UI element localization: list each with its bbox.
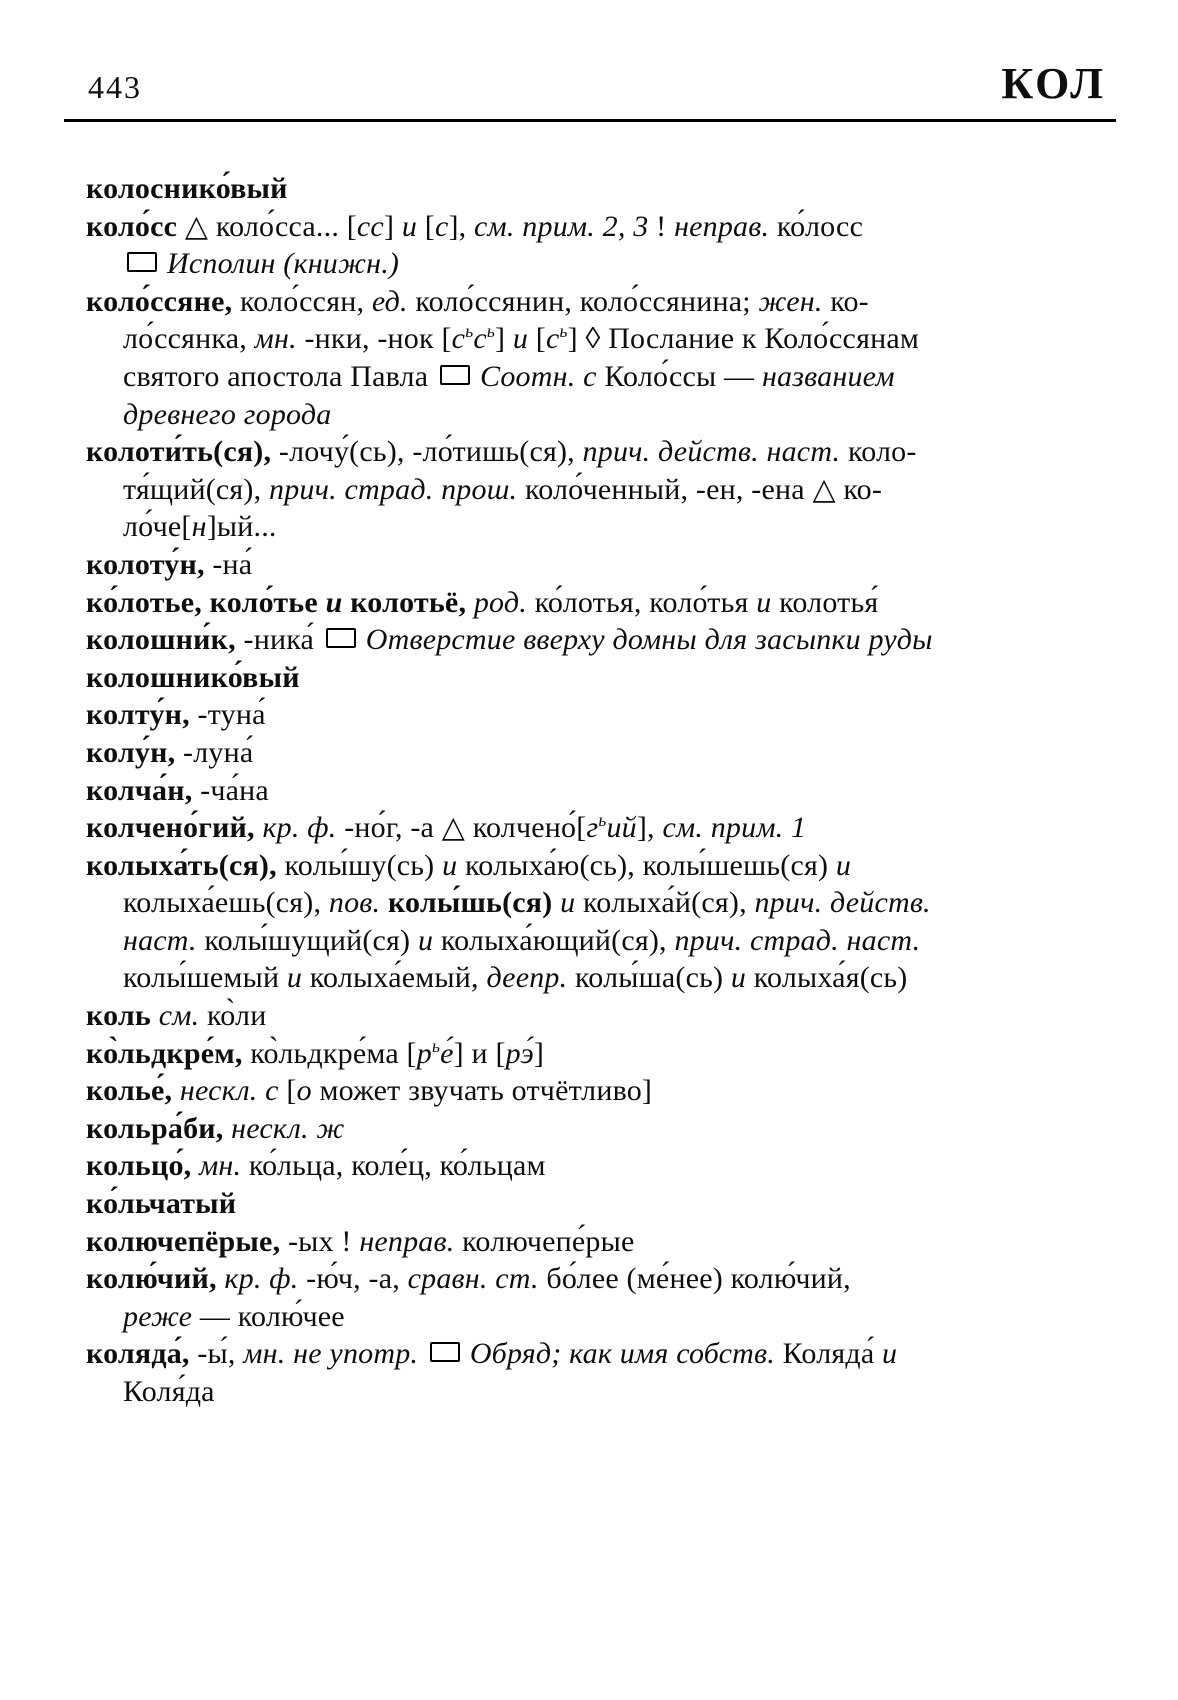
text-segment: -на́ bbox=[204, 547, 253, 581]
text-segment: кольцо́, bbox=[86, 1149, 192, 1183]
text-segment: коло́ссяне, bbox=[86, 284, 233, 318]
text-segment: колыха́ющий(ся), bbox=[433, 923, 675, 957]
text-segment: [ bbox=[417, 209, 435, 243]
text-segment: мн. bbox=[254, 322, 297, 356]
text-segment: ]ый... bbox=[206, 510, 277, 544]
text-segment: ь bbox=[431, 1035, 441, 1056]
text-segment: с bbox=[451, 322, 466, 356]
text-segment: и bbox=[401, 209, 418, 243]
text-segment: см. прим. 1 bbox=[662, 811, 807, 845]
text-segment: жен. bbox=[758, 284, 823, 318]
running-head: КОЛ bbox=[1001, 59, 1106, 108]
entry-line bbox=[86, 884, 1118, 922]
text-segment: ] bbox=[383, 209, 402, 243]
text-segment: ко̀льдкре́м, bbox=[86, 1036, 243, 1070]
entry-line bbox=[86, 1373, 1118, 1411]
text-segment: ь bbox=[559, 321, 568, 342]
entry-line bbox=[86, 1072, 1118, 1110]
text-segment: колыха́ть(ся), bbox=[86, 848, 277, 882]
text-segment: колыха́ю(сь), колы́шешь(ся) bbox=[457, 848, 836, 882]
text-segment: ко́льчатый bbox=[86, 1187, 237, 1221]
text-segment: -ых ! bbox=[280, 1224, 360, 1258]
text-segment bbox=[552, 886, 560, 919]
text-segment: колю́чий, bbox=[86, 1262, 217, 1296]
entry-line bbox=[86, 208, 1118, 246]
text-segment: прич. действ. наст. bbox=[582, 435, 841, 469]
text-segment: колошнико́вый bbox=[86, 660, 300, 694]
text-segment bbox=[418, 1337, 426, 1370]
text-segment: нескл. с bbox=[179, 1074, 279, 1108]
text-segment: -ы́, bbox=[189, 1337, 244, 1371]
text-segment: Коляда́ bbox=[774, 1337, 883, 1371]
text-segment: ], bbox=[448, 209, 475, 243]
text-segment: колы́шь(ся) bbox=[387, 886, 553, 920]
text-segment: Коло́ссы — bbox=[596, 359, 762, 393]
text-segment: тя́щий(ся), bbox=[123, 472, 270, 506]
text-segment: колотьё, bbox=[350, 585, 467, 619]
text-segment: колы́шемый bbox=[123, 961, 287, 995]
text-segment: ], bbox=[636, 811, 663, 845]
entry-line bbox=[86, 1035, 1118, 1073]
text-segment: е́ bbox=[440, 1036, 454, 1070]
entry-line bbox=[86, 696, 1118, 734]
entry-line bbox=[86, 997, 1118, 1035]
entry-line bbox=[86, 471, 1118, 509]
square-icon bbox=[326, 628, 356, 648]
text-segment: сс bbox=[356, 209, 384, 243]
entry-line bbox=[86, 1110, 1118, 1148]
text-segment: -луна́ bbox=[175, 735, 254, 769]
text-segment: колы́ша(сь) bbox=[567, 961, 731, 995]
text-segment: колыха́я(сь) bbox=[746, 961, 908, 995]
text-segment: ед. bbox=[371, 284, 408, 318]
text-segment: и bbox=[882, 1337, 898, 1371]
text-segment: и bbox=[512, 322, 529, 356]
text-segment: с bbox=[434, 209, 449, 243]
text-segment: прич. страд. наст. bbox=[674, 923, 921, 957]
text-segment: Отверстие вверху домны для засыпки руды bbox=[365, 623, 933, 657]
text-segment: древнего города bbox=[123, 397, 332, 431]
text-segment: ! bbox=[648, 209, 675, 243]
text-segment: и bbox=[317, 585, 351, 619]
text-segment: ло́че[ bbox=[123, 510, 192, 544]
text-segment: ко́лосс bbox=[769, 209, 864, 243]
text-segment: колы́шущий(ся) bbox=[196, 923, 418, 957]
text-segment: коляда́, bbox=[86, 1337, 190, 1371]
text-segment: и bbox=[286, 961, 303, 995]
text-segment: рэ́ bbox=[505, 1036, 534, 1070]
text-segment bbox=[191, 1149, 199, 1182]
text-segment: н bbox=[191, 510, 207, 544]
text-segment: [ bbox=[346, 209, 357, 243]
text-segment: ] bbox=[533, 1036, 545, 1070]
text-segment: бо́лее (ме́нее) колю́чий, bbox=[538, 1262, 851, 1296]
text-segment: колючепе́рые bbox=[454, 1224, 635, 1258]
text-segment: кольра́би, bbox=[86, 1111, 224, 1145]
entry-line bbox=[86, 245, 1118, 283]
text-segment: неправ. bbox=[359, 1224, 455, 1258]
text-segment: кр. ф. bbox=[262, 811, 337, 845]
text-segment: и bbox=[442, 848, 458, 882]
text-segment: святого апостола Павла bbox=[123, 359, 436, 393]
text-segment: колы́шу(сь) bbox=[276, 848, 443, 882]
text-segment: неправ. bbox=[674, 209, 770, 243]
text-segment: наст. bbox=[123, 923, 197, 957]
text-segment: Коля́да bbox=[123, 1375, 215, 1408]
text-segment: колотья́ bbox=[771, 585, 879, 619]
entry-line bbox=[86, 847, 1118, 885]
text-segment: колыха́ешь(ся), bbox=[123, 886, 329, 920]
text-segment: Соотн. с bbox=[479, 359, 597, 393]
text-segment bbox=[466, 586, 474, 619]
entry-line bbox=[86, 959, 1118, 997]
text-segment: колыха́й(ся), bbox=[575, 886, 755, 920]
text-segment bbox=[172, 1074, 180, 1107]
text-segment: -туна́ bbox=[189, 698, 266, 732]
text-segment: коло́ссянин, коло́ссянина; bbox=[407, 284, 759, 318]
entry-line bbox=[86, 1335, 1118, 1373]
entry-line bbox=[86, 1223, 1118, 1261]
text-segment: -лочу́(сь), -ло́тишь(ся), bbox=[271, 435, 583, 469]
text-segment: колоти́ть(ся), bbox=[86, 435, 272, 469]
text-segment: сравн. ст. bbox=[407, 1262, 539, 1296]
entry-line bbox=[86, 922, 1118, 960]
text-segment: прич. действ. bbox=[754, 886, 931, 920]
text-segment: ко́лотье, коло́тье bbox=[86, 585, 318, 619]
text-segment: колоту́н, bbox=[86, 547, 205, 581]
square-icon bbox=[127, 252, 157, 272]
text-segment: см. прим. 2, 3 bbox=[474, 209, 649, 243]
text-segment: ] ◊ Послание к Коло́ссянам bbox=[567, 322, 920, 356]
text-segment: ко̀льдкре́ма [ bbox=[242, 1036, 417, 1070]
text-segment: колу́н, bbox=[86, 735, 176, 769]
text-segment: может звучать отчётливо] bbox=[311, 1074, 653, 1108]
entry-line bbox=[86, 546, 1118, 584]
text-segment: кр. ф. bbox=[224, 1262, 299, 1296]
text-segment: колту́н, bbox=[86, 698, 190, 732]
text-segment: мн. bbox=[199, 1149, 242, 1183]
entry-line bbox=[86, 809, 1118, 847]
text-segment: ко̀ли bbox=[199, 999, 267, 1033]
entry-line bbox=[86, 1185, 1118, 1223]
text-segment: названием bbox=[761, 359, 895, 393]
text-segment: коль bbox=[86, 999, 151, 1033]
text-segment: — колю́чее bbox=[192, 1299, 345, 1333]
text-segment: прич. страд. прош. bbox=[269, 472, 518, 506]
text-segment: г bbox=[586, 811, 599, 845]
text-segment: коло́ссян, bbox=[232, 284, 372, 318]
text-segment: ий bbox=[606, 811, 637, 845]
text-segment bbox=[380, 886, 388, 919]
entries-column bbox=[0, 122, 1178, 1411]
page-header bbox=[0, 0, 1178, 109]
entry-line bbox=[86, 584, 1118, 622]
text-segment: колье́, bbox=[86, 1074, 173, 1108]
text-segment: колчено́гий, bbox=[86, 811, 255, 845]
text-segment: деепр. bbox=[486, 961, 568, 995]
text-segment: -ча́на bbox=[192, 773, 269, 807]
text-segment: колча́н, bbox=[86, 773, 193, 807]
text-segment: с bbox=[473, 322, 487, 356]
text-segment: колошни́к, bbox=[86, 623, 236, 657]
text-segment: ь bbox=[486, 321, 495, 342]
text-segment: коло- bbox=[840, 435, 917, 469]
text-segment: см. bbox=[158, 999, 200, 1033]
text-segment: нескл. ж bbox=[231, 1111, 345, 1145]
text-segment: ь bbox=[465, 321, 474, 342]
entry-line bbox=[86, 396, 1118, 434]
text-segment: мн. не употр. bbox=[243, 1337, 419, 1371]
text-segment: коло́сс bbox=[86, 209, 178, 243]
text-segment: колючепёрые, bbox=[86, 1224, 281, 1258]
entry-line bbox=[86, 772, 1118, 810]
square-icon bbox=[440, 365, 470, 385]
text-segment: ло́ссянка, bbox=[123, 322, 255, 356]
entry-line bbox=[86, 1298, 1118, 1336]
text-segment: ь bbox=[598, 810, 607, 831]
text-segment: [ bbox=[278, 1074, 297, 1108]
text-segment: и bbox=[730, 961, 747, 995]
entry-line bbox=[86, 621, 1118, 659]
text-segment: -нки, -нок [ bbox=[296, 322, 452, 356]
text-segment: ко́лотья, коло́тья bbox=[526, 585, 757, 619]
text-segment: Обряд; как имя собств. bbox=[469, 1337, 775, 1371]
square-icon bbox=[430, 1342, 460, 1362]
entry-line bbox=[86, 283, 1118, 321]
entry-line bbox=[86, 734, 1118, 772]
text-segment: -ю́ч, -а, bbox=[298, 1262, 408, 1296]
text-segment: реже bbox=[123, 1299, 193, 1333]
entry-line bbox=[86, 1260, 1118, 1298]
entry-line bbox=[86, 320, 1118, 358]
text-segment: и bbox=[835, 848, 852, 882]
text-segment: ко- bbox=[822, 284, 869, 318]
entry-line bbox=[86, 170, 1118, 208]
text-segment: и bbox=[756, 585, 772, 619]
text-segment: с bbox=[545, 322, 560, 356]
text-segment: Исполин (книжн.) bbox=[167, 247, 400, 281]
text-segment: -ника́ bbox=[235, 623, 322, 657]
text-segment: р bbox=[416, 1036, 432, 1070]
text-segment: пов. bbox=[328, 886, 381, 920]
text-segment: колоснико́вый bbox=[86, 172, 288, 205]
entry-line bbox=[86, 659, 1118, 697]
entry-line bbox=[86, 358, 1118, 396]
entry-line bbox=[86, 1147, 1118, 1185]
text-segment: и bbox=[560, 886, 576, 920]
page-number: 443 bbox=[88, 69, 142, 105]
text-segment: ] и [ bbox=[453, 1036, 506, 1070]
text-segment: коло́ченный, -ен, -ена △ ко- bbox=[517, 472, 883, 506]
text-segment: род. bbox=[473, 585, 527, 619]
text-segment: и bbox=[417, 923, 434, 957]
text-segment: ко́льца, коле́ц, ко́льцам bbox=[241, 1149, 546, 1183]
entry-line bbox=[86, 433, 1118, 471]
text-segment: -но́г, -а △ колчено́[ bbox=[336, 811, 587, 845]
text-segment bbox=[151, 999, 159, 1032]
text-segment: [ bbox=[528, 322, 546, 356]
entry-line bbox=[86, 508, 1118, 546]
text-segment: колыха́емый, bbox=[302, 961, 487, 995]
text-segment: ] bbox=[494, 322, 513, 356]
text-segment: о bbox=[296, 1074, 312, 1108]
text-segment: △ коло́сса... bbox=[177, 209, 347, 243]
